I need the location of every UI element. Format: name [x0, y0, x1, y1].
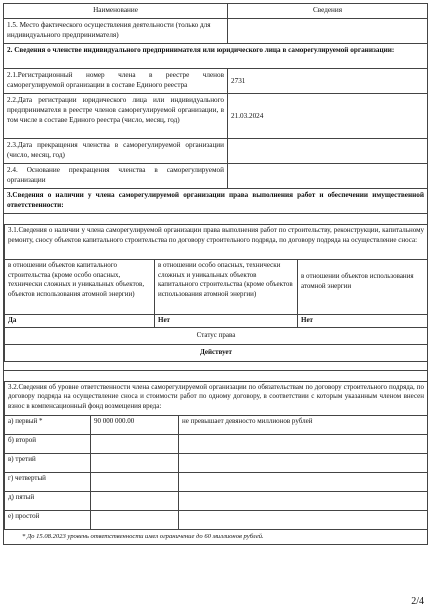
rights-answer-general: Да: [5, 315, 155, 328]
rights-columns-row: [5, 260, 428, 315]
liability-level-desc: [179, 491, 428, 510]
page-number: 2/4: [411, 596, 424, 607]
row-2-3-label: 2.3.Дата прекращения членства в саморегулируемой организации (число, месяц, год): [4, 139, 228, 164]
rights-status-value-row: [5, 344, 428, 361]
rights-col-nuclear: в отношении объектов использования атомной энергии: [298, 260, 428, 315]
row-2-1: [4, 69, 428, 94]
liability-level-row: [5, 491, 428, 510]
liability-level-desc: [179, 434, 428, 453]
liability-level-amount: [91, 472, 179, 491]
rights-status-value: Действует: [5, 344, 428, 361]
row-2-1-value: 2731: [228, 69, 428, 94]
liability-level-label: д) пятый: [5, 491, 91, 510]
rights-status-label-row: [5, 327, 428, 344]
section-2-title-row: [4, 44, 428, 69]
rights-answer-dangerous: Нет: [155, 315, 298, 328]
rights-table: [4, 224, 428, 362]
liability-level-row: [5, 510, 428, 529]
liability-intro-row: [5, 381, 428, 415]
section-3-1-container: [4, 214, 428, 371]
section-3-1-row: [4, 214, 428, 371]
row-2-2-value: 21.03.2024: [228, 94, 428, 139]
liability-level-row: [5, 472, 428, 491]
rights-col-general: в отношении объектов капитального строительства (кроме особо опасных, технически сложных и уникальных объектов, объектов использования атомной энергии): [5, 260, 155, 315]
liability-level-desc: не превышает девяносто миллионов рублей: [179, 415, 428, 434]
liability-level-row: [5, 434, 428, 453]
liability-level-desc: [179, 472, 428, 491]
liability-level-label: в) третий: [5, 453, 91, 472]
liability-level-label: б) второй: [5, 434, 91, 453]
liability-level-label: е) простой: [5, 510, 91, 529]
row-2-4: [4, 164, 428, 189]
section-2-title: 2. Сведения о членстве индивидуального предпринимателя или юридического лица в саморегулируемой организации:: [4, 44, 428, 69]
liability-level-label: а) первый *: [5, 415, 91, 434]
liability-level-amount: [91, 453, 179, 472]
liability-table: [4, 381, 428, 530]
row-1-5-value: [228, 19, 428, 44]
row-2-1-label: 2.1.Регистрационный номер члена в реестре членов саморегулируемой организации в составе Единого реестра: [4, 69, 228, 94]
main-table: [3, 3, 428, 545]
section-3-title: 3.Сведения о наличии у члена саморегулируемой организации права выполнения работ и обеспечении имущественной ответственности:: [4, 189, 428, 214]
section-3-2-container: [4, 370, 428, 544]
row-2-4-label: 2.4. Основание прекращения членства в саморегулируемой организации: [4, 164, 228, 189]
row-2-4-value: [228, 164, 428, 189]
row-2-3-value: [228, 139, 428, 164]
liability-intro-text: 3.2.Сведения об уровне ответственности члена саморегулируемой организации по обязательствам по договору строительного подряда, по договору подряда на осуществление сноса и стоимости работ по одному договору, в соответствии с которым указанным членом внесен взнос в компенсационный фонд возмещения вреда:: [5, 381, 428, 415]
row-2-2-label: 2.2.Дата регистрации юридического лица или индивидуального предпринимателя в реестре членов саморегулируемой организации, в том числе в составе Единого реестра (число, месяц, год): [4, 94, 228, 139]
liability-level-amount: [91, 434, 179, 453]
document-page: [3, 3, 427, 545]
liability-level-row: [5, 415, 428, 434]
rights-intro-text: 3.1.Сведения о наличии у члена саморегулируемой организации права выполнения работ по строительству, реконструкции, капитальному ремонту, сносу объектов капитального строительства по договору строительного подряда, по договору подряда на осуществление сноса:: [5, 225, 428, 260]
liability-footnote: * До 15.08.2023 уровень ответственности имел ограничение до 60 миллионов рублей.: [22, 532, 264, 540]
row-1-5: [4, 19, 428, 44]
rights-answer-nuclear: Нет: [298, 315, 428, 328]
liability-level-desc: [179, 510, 428, 529]
header-row: [4, 4, 428, 19]
row-2-3: [4, 139, 428, 164]
header-info: Сведения: [228, 4, 428, 19]
liability-level-label: г) четвертый: [5, 472, 91, 491]
liability-level-row: [5, 453, 428, 472]
section-3-title-row: [4, 189, 428, 214]
row-1-5-label: 1.5. Место фактического осуществления деятельности (только для индивидуального предпринимателя): [4, 19, 228, 44]
rights-status-label: Статус права: [5, 327, 428, 344]
section-3-2-row: [4, 370, 428, 544]
liability-level-desc: [179, 453, 428, 472]
rights-col-dangerous: в отношении особо опасных, технически сложных и уникальных объектов капитального строительства (кроме объектов использования атомной энергии): [155, 260, 298, 315]
liability-level-amount: [91, 510, 179, 529]
row-2-2: [4, 94, 428, 139]
liability-level-amount: [91, 491, 179, 510]
rights-intro-row: [5, 225, 428, 260]
header-name: Наименование: [4, 4, 228, 19]
liability-level-amount: 90 000 000.00: [91, 415, 179, 434]
rights-answers-row: [5, 315, 428, 328]
